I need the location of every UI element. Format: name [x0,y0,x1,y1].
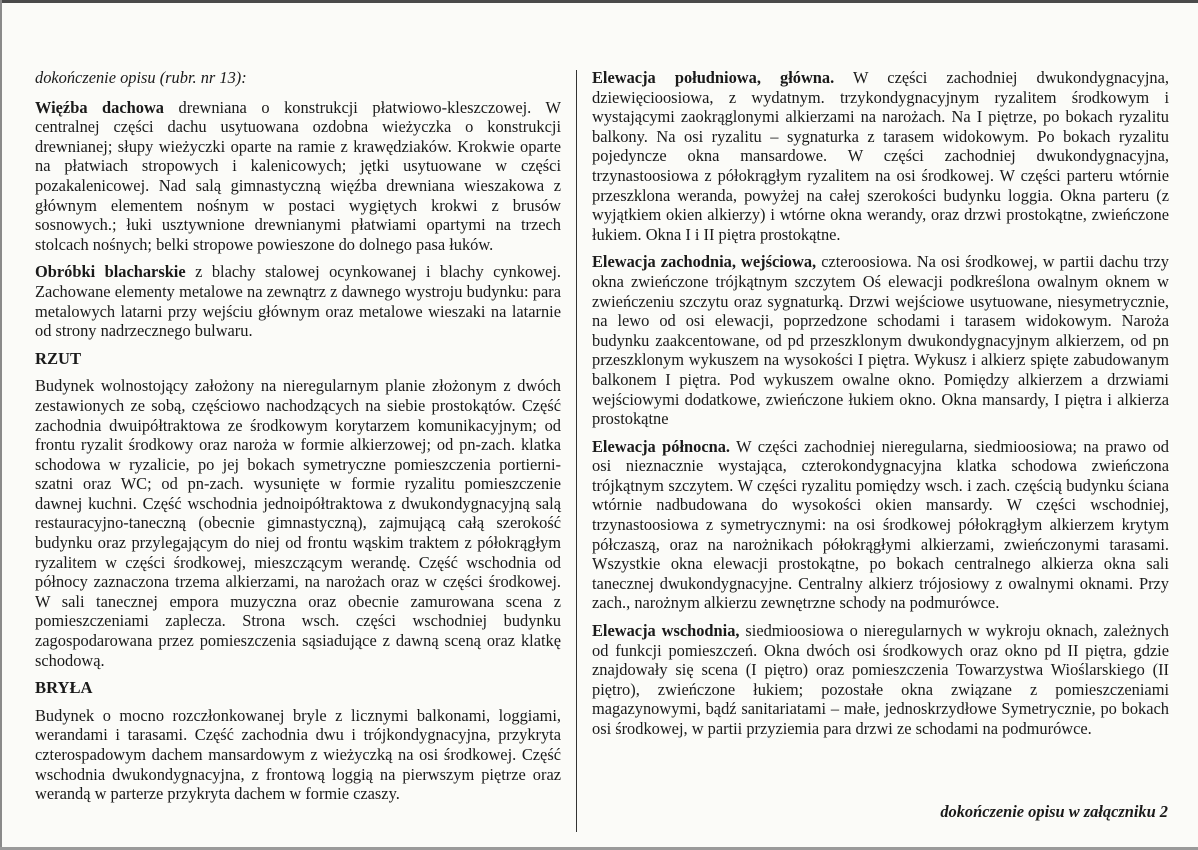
heading-bryla: BRYŁA [35,678,93,698]
paragraph-text: czteroosiowa. Na osi środkowej, w partii dachu trzy okna zwieńczone trójkątnym szczytem Oś elewacji podkreślona owalnym oknem w zwieńczeniu szczytu oraz sygnaturką. Drzwi wejściowe usytuowane, niesymetrycznie, na lewo od osi elewacji, poprzedzone schodami i tarasem widokowym. Naroża budynku zaakcentowane, od pd przeszklonym dwukondygnacyjnym alkierzem, od pn przeszklonym wykuszem na wysokości I piętra. Wykusz i alkierz spięte zabudowanym balkonem I piętra. Pod wykuszem owalne okno. Pomiędzy alkierzem a drzwiami wejściowymi dodatkowe, zwieńczone łukiem okno. Okna mansardy, I piętra i alkierza prostokątne [592,252,1169,429]
continuation-note: dokończenie opisu w załączniku 2 [940,802,1168,821]
paragraph-obrobki [35,262,561,340]
paragraph-lead: Elewacja południowa, główna. [592,68,835,87]
column-divider [576,70,577,832]
right-column [592,68,1169,747]
scan-top-border [0,0,1198,3]
scan-left-border [0,0,2,850]
paragraph-lead: Elewacja północna. [592,436,731,456]
paragraph-text: drewniana o konstrukcji płatwiowo-kleszczowej. W centralnej części dachu usytuowana ozdobna wieżyczka o konstrukcji drewnianej; słupy wieżyczki oparte na ramie z krawędziaków. Krokwie oparte na płatwiach stropowych i kalenicowych; jętki usytuowane w części pozakalenicowej. Nad salą gimnastyczną więźba drewniana wieszakowa z głównym elementem nośnym w postaci wygiętych krokwi z brusów sosnowych.; łuki usztywnione drewnianymi płatwiami opartymi na trzech stolcach nośnych; belki stropowe powieszone do dolnego pasa łuków. [35,97,561,254]
paragraph-rzut: Budynek wolnostojący założony na nieregularnym planie złożonym z dwóch zestawionych ze sobą, częściowo nachodzących na siebie prostokątów. Część zachodnia dwuipółtraktowa ze środkowym korytarzem komunikacyjnym; od frontu ryzalit środkowy oraz naroża w formie alkierzowej; od pn-zach. klatka schodowa w ryzalicie, po jej bokach symetryczne pomieszczenia portierni-szatni oraz WC; od pn-zach. wysunięte w formie ryzalitu pomieszczenie dawnej kuchni. Część wschodnia jednoipółtraktowa z dwukondygnacyjną salą restauracyjno-taneczną (obecnie gimnastyczną), zajmującą całą szerokość budynku oraz przylegającym do niej od frontu wąskim traktem z półokrągłym ryzalitem w części środkowej, mieszczącym werandę. Część wschodnia od północy zaznaczona trzema alkierzami, na narożach oraz w części środkowej. W sali tanecznej empora muzyczna oraz obecnie zamurowana scena z pomieszczeniami zaplecza. Strona wsch. części wschodniej budynku zagospodarowana przez pomieszczenia sąsiadujące z dawną sceną oraz klatkę schodową. [35,376,561,670]
intro-note: dokończenie opisu (rubr. nr 13): [35,68,247,87]
paragraph-elewacja-zachodnia [592,252,1169,428]
paragraph-bryla: Budynek o mocno rozczłonkowanej bryle z licznymi balkonami, loggiami, werandami i tarasami. Część zachodnia dwu i trójkondygnacyjna, przykryta czterospadowym dachem mansardowym z wieżyczką na osi środkowej. Część wschodnia dwukondygnacyjna, z frontową loggią na pierwszym piętrze oraz werandą w parterze przykryta dachem w formie czaszy. [35,705,561,804]
paragraph-lead: Obróbki blacharskie [35,262,186,282]
left-column [35,68,561,812]
paragraph-text: W części zachodniej dwukondygnacyjna, dziewięcioosiowa, z wydatnym. trzykondygnacyjnym ryzalitem środkowym i wystającymi zaokrąglonymi alkierzami na narożach. Na I piętrze, po bokach ryzalitu balkony. Na osi ryzalitu – sygnaturka z tarasem widokowym. Po bokach ryzalitu pojedyncze okna mansardowe. W części zachodniej dwukondygnacyjna, trzynastoosiowa z półokrągłym ryzalitem na osi środkowej. W części parteru wtórnie przeszklona weranda, powyżej na całej szerokości budynku loggia. Okna parteru (z wyjątkiem okien alkierzy) i wtórne okna werandy, oraz drzwi prostokątne, zwieńczone łukiem. Okna I i II piętra prostokątne. [592,68,1169,244]
paragraph-text: z blachy stalowej ocynkowanej i blachy cynkowej. Zachowane elementy metalowe na zewnątrz z dawnego wystroju budynku: para metalowych latarni przy wejściu głównym oraz metalowe wieszaki na latarnie od strony nadrzecznego bulwaru. [35,262,561,341]
heading-rzut: RZUT [35,348,82,368]
paragraph-lead: Elewacja wschodnia, [592,621,740,641]
paragraph-text: W części zachodniej nieregularna, siedmioosiowa; na prawo od osi nieznacznie wystająca, czterokondygnacyjna klatka schodowa zwieńczona trójkątnym szczytem. W części ryzalitu pomiędzy wsch. i zach. częścią budynku ściana wtórnie nadbudowana do wysokości okien mansardy. W części wschodniej, trzynastoosiowa z symetrycznymi: na osi środkowej półokrągłym alkierzem krytym półczaszą, oraz na narożnikach półokrągłymi alkierzami, zwieńczonymi tarasami. Wszystkie okna elewacji prostokątne, po bokach centralnego alkierza okna sali tanecznej dwukondygnacyjne. Centralny alkierz trójosiowy z owalnymi oknami. Przy zach., narożnym alkierzu zewnętrzne schody na podmurówce. [592,436,1169,613]
paragraph-wiezba [35,98,561,255]
paragraph-elewacja-poludniowa [592,68,1169,244]
paragraph-elewacja-polnocna [592,437,1169,613]
paragraph-text: siedmioosiowa o nieregularnych w wykroju oknach, zależnych od funkcji pomieszczeń. Okna dwóch osi środkowych oraz okno pd II piętra, gdzie znajdowały się scena (I piętro) oraz pomieszczenia Towarzystwa Wioślarskiego (II piętro), zwieńczone łukiem; pozostałe okna związane z pomieszczeniami magazynowymi, bądź sanitariatami – małe, jednoskrzydłowe Symetrycznie, po bokach osi środkowej, w partii przyziemia para drzwi ze schodami na podmurówce. [592,621,1169,738]
paragraph-lead: Elewacja zachodnia, wejściowa, [592,252,817,272]
paragraph-lead: Więźba dachowa [35,97,164,117]
paragraph-elewacja-wschodnia [592,621,1169,739]
